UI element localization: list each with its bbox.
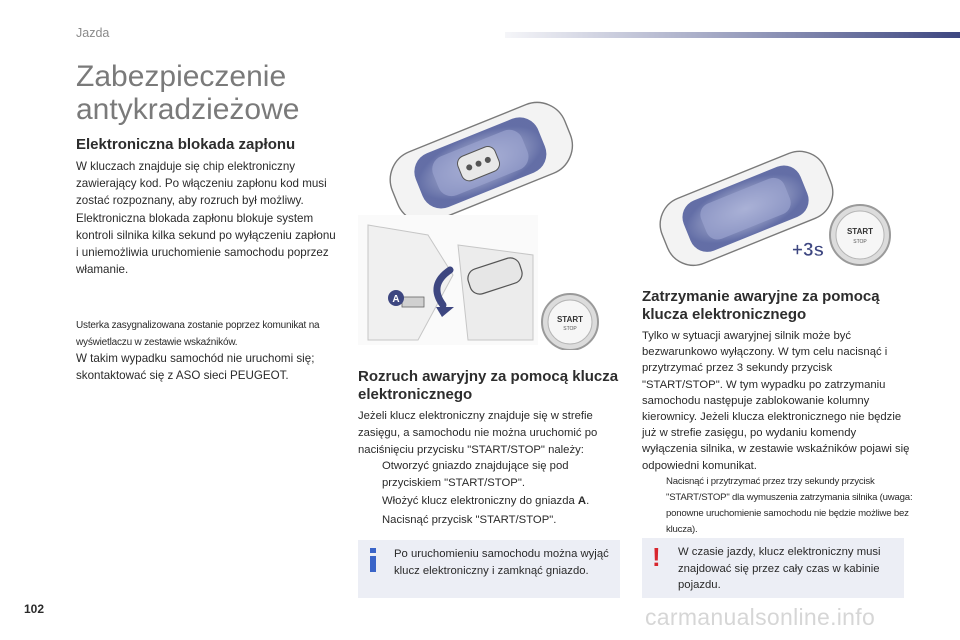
emergency-stop-paragraph: Tylko w sytuacji awaryjnej silnik może być bezwarunkowo wyłączony. W tym celu nacisnąć i przytrzymać przez 3 sekundy przycisk "START/STOP". W tym wypadku po zatrzymaniu samochodu następuje zablokowanie kolumny kierownicy. Jeżeli klucza elektronicznego nie będzie już w strefie zasięgu, po wydaniu komendy wyłączenia silnika, w zestawie wskaźników pojawi się odpowiedni komunikat. bbox=[642, 330, 910, 472]
start-label-mid: START bbox=[556, 315, 584, 324]
title-line-1: Zabezpieczenie bbox=[76, 60, 287, 93]
key-slot-illustration bbox=[358, 215, 618, 350]
slot-label: A bbox=[392, 294, 400, 305]
list-item bbox=[358, 493, 620, 510]
info-text: Po uruchomieniu samochodu można wyjąć klucz elektroniczny i zamknąć gniazdo. bbox=[394, 548, 609, 577]
warning-text: W czasie jazdy, klucz elektroniczny musi znajdować się przez cały czas w kabinie pojazdu. bbox=[678, 546, 881, 591]
info-box bbox=[358, 540, 620, 598]
emergency-stop-note bbox=[642, 474, 932, 538]
emergency-start-steps bbox=[358, 458, 620, 530]
warning-icon: ! bbox=[652, 542, 661, 572]
section-label: Jazda bbox=[76, 26, 110, 40]
warning-box bbox=[642, 538, 904, 598]
page-title bbox=[76, 60, 376, 126]
fault-action: W takim wypadku samochód nie uruchomi się; skontaktować się z ASO sieci PEUGEOT. bbox=[76, 352, 315, 383]
immobiliser-heading: Elektroniczna blokada zapłonu bbox=[76, 136, 296, 153]
watermark: carmanualsonline.info bbox=[645, 604, 876, 630]
step-3: Nacisnąć przycisk "START/STOP". bbox=[382, 513, 557, 526]
immobiliser-paragraph: W kluczach znajduje się chip elektroniczny zawierający kod. Po włączeniu zapłonu kod musi zostać rozpoznany, aby rozruch był możliwy. Elektroniczna blokada zapłonu blokuje system kontroli silnika kilka sekund po wyłączeniu zapłonu i uniemożliwia uruchomienie samochodu poprzez włamanie. bbox=[76, 160, 336, 277]
emergency-stop-heading: Zatrzymanie awaryjne za pomocą klucza elektronicznego bbox=[642, 288, 880, 323]
fault-note: Usterka zasygnalizowana zostanie poprzez komunikat na wyświetlaczu w zestawie wskaźników. bbox=[76, 320, 320, 348]
list-item bbox=[358, 458, 620, 491]
stop-label-mid: STOP bbox=[563, 326, 577, 332]
page-number: 102 bbox=[24, 602, 45, 616]
header-bar bbox=[505, 32, 960, 38]
step-1: Otworzyć gniazdo znajdujące się pod przyciskiem "START/STOP". bbox=[382, 460, 569, 489]
hold-three-seconds-illustration bbox=[780, 200, 900, 280]
start-label-right: START bbox=[846, 227, 874, 236]
hold-label: +3s bbox=[791, 240, 825, 261]
emergency-stop-note-text: Nacisnąć i przytrzymać przez trzy sekundy przycisk "START/STOP" dla wymuszenia zatrzymania silnika (uwaga: ponowne uruchomienie samochodu nie będzie możliwe bez klucza). bbox=[666, 476, 913, 535]
step-2: Włożyć klucz elektroniczny do gniazda bbox=[382, 495, 578, 507]
stop-label-right: STOP bbox=[853, 239, 867, 245]
list-item bbox=[358, 512, 620, 529]
info-icon bbox=[366, 548, 380, 572]
emergency-start-intro: Jeżeli klucz elektroniczny znajduje się w strefie zasięgu, a samochodu nie można uruchomić po naciśnięciu przycisku "START/STOP" należy: bbox=[358, 410, 598, 456]
step-2-slot: A bbox=[577, 495, 587, 507]
emergency-start-heading: Rozruch awaryjny za pomocą klucza elektronicznego bbox=[358, 368, 619, 403]
step-2-end: . bbox=[586, 495, 590, 507]
car-key-zone-illustration bbox=[370, 100, 590, 225]
title-line-2: antykradzieżowe bbox=[76, 93, 300, 126]
